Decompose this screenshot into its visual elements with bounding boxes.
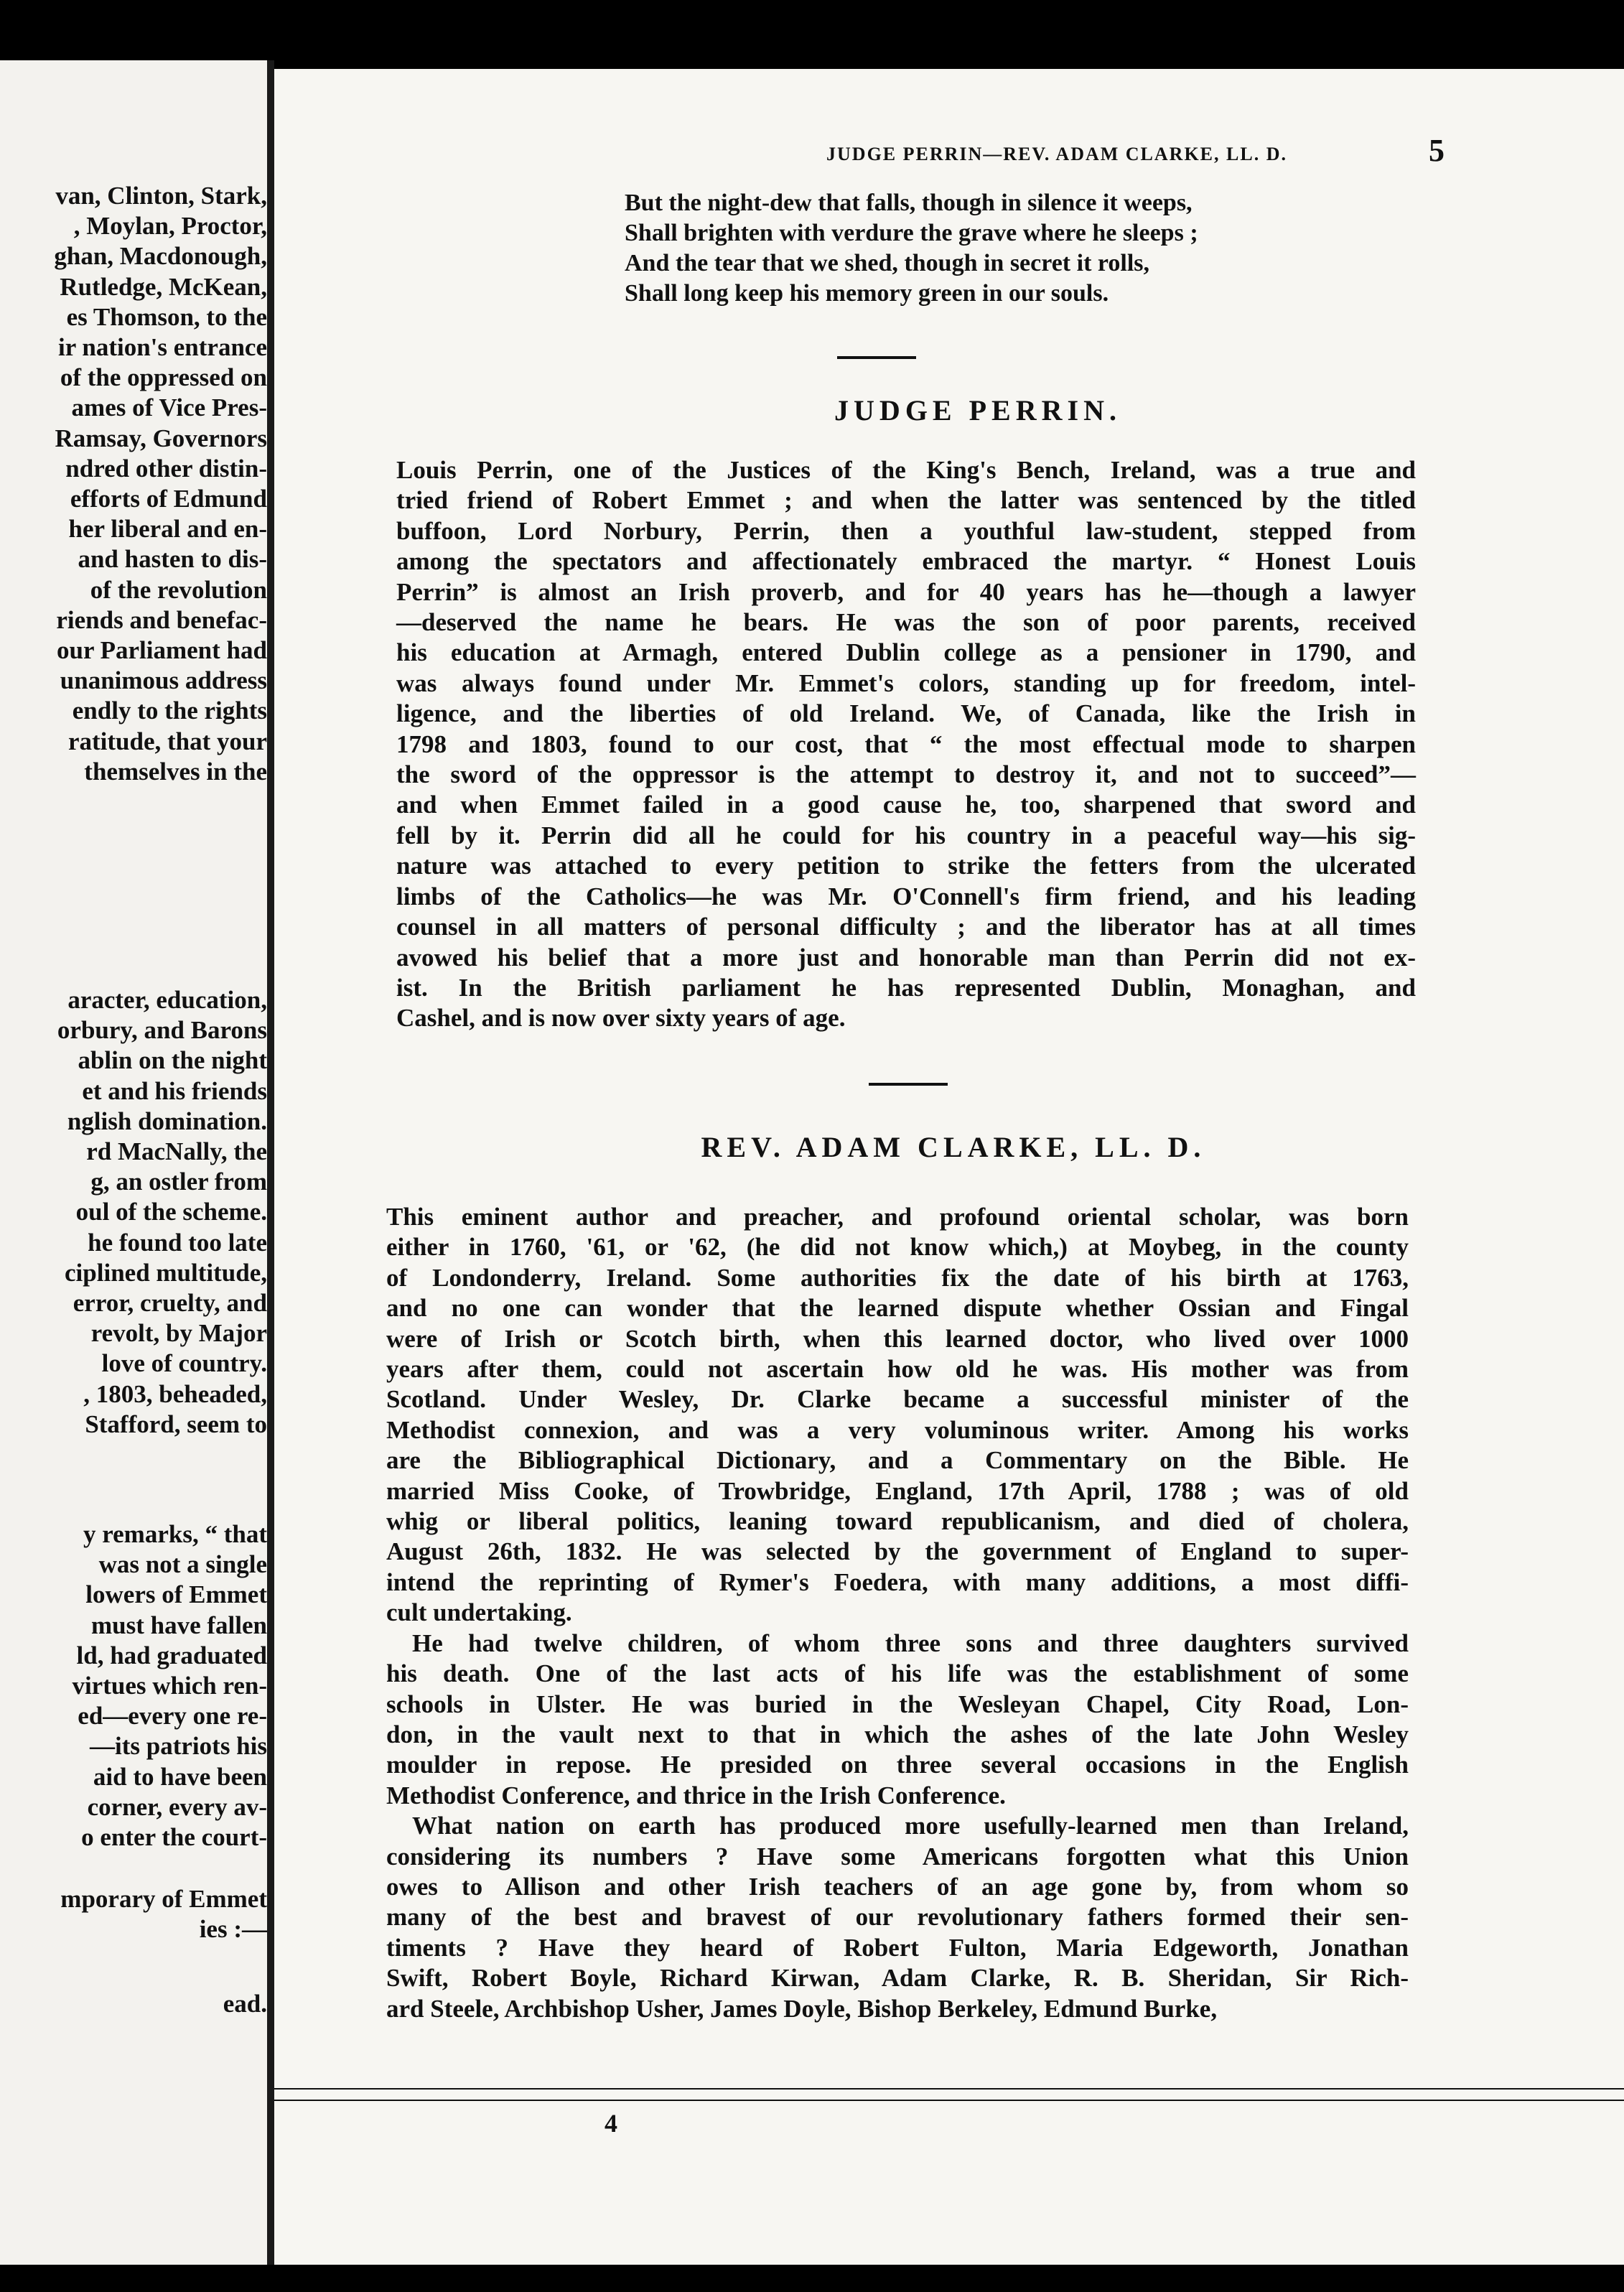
text-line: ard Steele, Archbishop Usher, James Doyle, Bishop Berkeley, Edmund Burke, <box>386 1994 1218 2023</box>
text-line: et and his friends <box>82 1076 267 1105</box>
text-line: avowed his belief that a more just and honorable man than Perrin did not ex- <box>396 943 1416 972</box>
text-line: Rutledge, McKean, <box>60 272 267 301</box>
text-line: of Londonderry, Ireland. Some authorities fix the date of his birth at 1763, <box>386 1263 1409 1292</box>
text-line: Cashel, and is now over sixty years of age. <box>396 1004 846 1033</box>
text-line: his death. One of the last acts of his life was the establishment of some <box>386 1659 1409 1688</box>
text-line: was always found under Mr. Emmet's colors, standing up for freedom, intel- <box>396 668 1416 697</box>
text-line: ed—every one re- <box>78 1702 267 1730</box>
text-line: Louis Perrin, one of the Justices of the King's Bench, Ireland, was a true and <box>396 456 1416 484</box>
text-line: limbs of the Catholics—he was Mr. O'Connell's firm friend, and his leading <box>396 882 1416 910</box>
text-line: he found too late <box>88 1228 267 1257</box>
text-line: y remarks, “ that <box>83 1520 267 1548</box>
text-line: van, Clinton, Stark, <box>55 182 267 210</box>
text-line: counsel in all matters of personal difficulty ; and the liberator has at all times <box>396 913 1416 941</box>
text-line: fell by it. Perrin did all he could for his country in a peaceful way—his sig- <box>396 821 1416 849</box>
left-column-block <box>0 1519 267 1853</box>
text-line: But the night-dew that falls, though in silence it weeps, <box>625 190 1193 216</box>
text-line: love of country. <box>101 1349 267 1378</box>
text-line: Methodist connexion, and was a very voluminous writer. Among his works <box>386 1415 1409 1444</box>
section-heading-perrin: JUDGE PERRIN. <box>834 394 1121 427</box>
text-line: aid to have been <box>93 1762 267 1791</box>
text-line: of the revolution <box>90 575 267 604</box>
text-line: oul of the scheme. <box>75 1198 267 1226</box>
text-line: What nation on earth has produced more usefully-learned men than Ireland, <box>412 1812 1409 1840</box>
running-head: JUDGE PERRIN—REV. ADAM CLARKE, LL. D. <box>826 144 1287 164</box>
text-line: buffoon, Lord Norbury, Perrin, then a youthful law-student, stepped from <box>396 516 1416 545</box>
text-line: ies :— <box>199 1915 267 1944</box>
text-line: orbury, and Barons <box>57 1016 267 1045</box>
text-line: 1798 and 1803, found to our cost, that “ the most effectual mode to sharpen <box>396 730 1416 758</box>
text-line: either in 1760, '61, or '62, (he did not know which,) at Moybeg, in the county <box>386 1233 1409 1262</box>
text-line: were of Irish or Scotch birth, when this learned doctor, who lived over 1000 <box>386 1324 1409 1353</box>
text-line: ratitude, that your <box>67 727 267 755</box>
book-gutter <box>267 60 274 2265</box>
text-line: ablin on the night <box>78 1046 267 1075</box>
text-line: , 1803, beheaded, <box>83 1379 267 1408</box>
text-line: ld, had graduated <box>76 1641 267 1669</box>
text-line: Stafford, seem to <box>85 1410 267 1438</box>
text-line: corner, every av- <box>87 1792 267 1821</box>
bottom-rule <box>274 2100 1624 2101</box>
text-line: years after them, could not ascertain how old he was. His mother was from <box>386 1355 1409 1384</box>
text-line: error, cruelty, and <box>73 1289 267 1318</box>
text-line: Perrin” is almost an Irish proverb, and for 40 years has he—though a lawyer <box>396 577 1416 606</box>
text-line: the sword of the oppressor is the attempt to destroy it, and not to succeed”— <box>396 760 1416 789</box>
text-line: whig or liberal politics, leaning toward republicanism, and died of cholera, <box>386 1507 1409 1536</box>
text-line: ist. In the British parliament he has represented Dublin, Monaghan, and <box>396 973 1416 1002</box>
text-line: cult undertaking. <box>386 1598 572 1627</box>
section-heading-clarke: REV. ADAM CLARKE, LL. D. <box>701 1131 1206 1163</box>
text-line: , Moylan, Proctor, <box>73 212 267 241</box>
text-line: riends and benefac- <box>56 605 267 634</box>
left-column-block <box>0 181 267 787</box>
text-line: must have fallen <box>91 1611 267 1639</box>
right-page <box>274 69 1624 2265</box>
text-line: don, in the vault next to that in which the ashes of the late John Wesley <box>386 1720 1409 1748</box>
text-line: efforts of Edmund <box>70 485 267 513</box>
text-line: nglish domination. <box>67 1107 267 1135</box>
text-line: nature was attached to every petition to strike the fetters from the ulcerated <box>396 852 1416 880</box>
text-line: our Parliament had <box>57 636 267 665</box>
text-line: revolt, by Major <box>90 1319 267 1348</box>
text-line: ndred other distin- <box>65 454 267 483</box>
text-line: rd MacNally, the <box>86 1137 267 1166</box>
text-line: many of the best and bravest of our revolutionary fathers formed their sen- <box>386 1903 1409 1932</box>
text-line: ead. <box>223 1990 267 2018</box>
page-number: 5 <box>1429 133 1445 168</box>
text-line: es Thomson, to the <box>66 302 267 331</box>
text-line: and hasten to dis- <box>78 545 267 574</box>
text-line: lowers of Emmet <box>85 1580 267 1609</box>
text-line: mporary of Emmet <box>60 1885 267 1913</box>
text-line: Methodist Conference, and thrice in the Irish Conference. <box>386 1781 1006 1809</box>
text-line: his education at Armagh, entered Dublin college as a pensioner in 1790, and <box>396 638 1416 667</box>
text-line: virtues which ren- <box>72 1672 267 1700</box>
left-page-fragment <box>0 60 267 2265</box>
text-line: of the oppressed on <box>60 363 267 392</box>
text-line: This eminent author and preacher, and profound oriental scholar, was born <box>386 1203 1409 1231</box>
text-line: timents ? Have they heard of Robert Fulton, Maria Edgeworth, Jonathan <box>386 1933 1409 1962</box>
text-line: And the tear that we shed, though in secret it rolls, <box>625 250 1149 276</box>
text-line: He had twelve children, of whom three sons and three daughters survived <box>412 1629 1409 1657</box>
text-line: and when Emmet failed in a good cause he, too, sharpened that sword and <box>396 791 1416 819</box>
text-line: considering its numbers ? Have some Americans forgotten what this Union <box>386 1842 1409 1871</box>
text-line: schools in Ulster. He was buried in the Wesleyan Chapel, City Road, Lon- <box>386 1690 1409 1718</box>
left-column-block <box>0 1989 267 2019</box>
text-line: her liberal and en- <box>68 515 267 544</box>
text-line: Ramsay, Governors <box>55 424 267 452</box>
text-line: aracter, education, <box>67 986 267 1014</box>
section-divider <box>837 356 916 359</box>
text-line: —deserved the name he bears. He was the son of poor parents, received <box>396 608 1416 637</box>
text-line: ciplined multitude, <box>65 1258 267 1287</box>
text-line: g, an ostler from <box>90 1168 267 1196</box>
text-line: intend the reprinting of Rymer's Foedera, with many additions, a most diffi- <box>386 1567 1409 1596</box>
signature-mark: 4 <box>605 2109 617 2138</box>
text-line: unanimous address <box>60 666 267 695</box>
text-line: Shall long keep his memory green in our souls. <box>625 280 1109 307</box>
text-line: Swift, Robert Boyle, Richard Kirwan, Adam Clarke, R. B. Sheridan, Sir Rich- <box>386 1964 1409 1993</box>
text-line: —its patriots his <box>90 1732 267 1761</box>
text-line: Shall brighten with verdure the grave where he sleeps ; <box>625 220 1198 246</box>
text-line: themselves in the <box>84 757 267 786</box>
text-line: among the spectators and affectionately embraced the martyr. “ Honest Louis <box>396 547 1416 576</box>
section-divider <box>869 1083 948 1086</box>
clarke-article-text <box>386 1202 1409 2024</box>
text-line: ames of Vice Pres- <box>71 393 267 422</box>
bottom-rule <box>274 2088 1624 2090</box>
text-line: endly to the rights <box>72 697 267 725</box>
text-line: married Miss Cooke, of Trowbridge, England, 17th April, 1788 ; was of old <box>386 1476 1409 1505</box>
text-line: are the Bibliographical Dictionary, and a Commentary on the Bible. He <box>386 1446 1409 1475</box>
text-line: moulder in repose. He presided on three several occasions in the English <box>386 1751 1409 1779</box>
poem-stanza <box>625 188 1515 309</box>
left-column-block <box>0 985 267 1440</box>
text-line: tried friend of Robert Emmet ; and when the latter was sentenced by the titled <box>396 486 1416 515</box>
text-line: and no one can wonder that the learned dispute whether Ossian and Fingal <box>386 1294 1409 1323</box>
left-column-block <box>0 1884 267 1944</box>
perrin-article-text <box>396 455 1416 1034</box>
text-line: ligence, and the liberties of old Ireland. We, of Canada, like the Irish in <box>396 699 1416 728</box>
text-line: owes to Allison and other Irish teachers of an age gone by, from whom so <box>386 1872 1409 1901</box>
text-line: ir nation's entrance <box>57 333 267 362</box>
text-line: ghan, Macdonough, <box>54 242 267 271</box>
text-line: Scotland. Under Wesley, Dr. Clarke became a successful minister of the <box>386 1385 1409 1414</box>
text-line: was not a single <box>98 1550 267 1579</box>
text-line: August 26th, 1832. He was selected by the government of England to super- <box>386 1537 1409 1566</box>
text-line: o enter the court- <box>81 1823 267 1852</box>
